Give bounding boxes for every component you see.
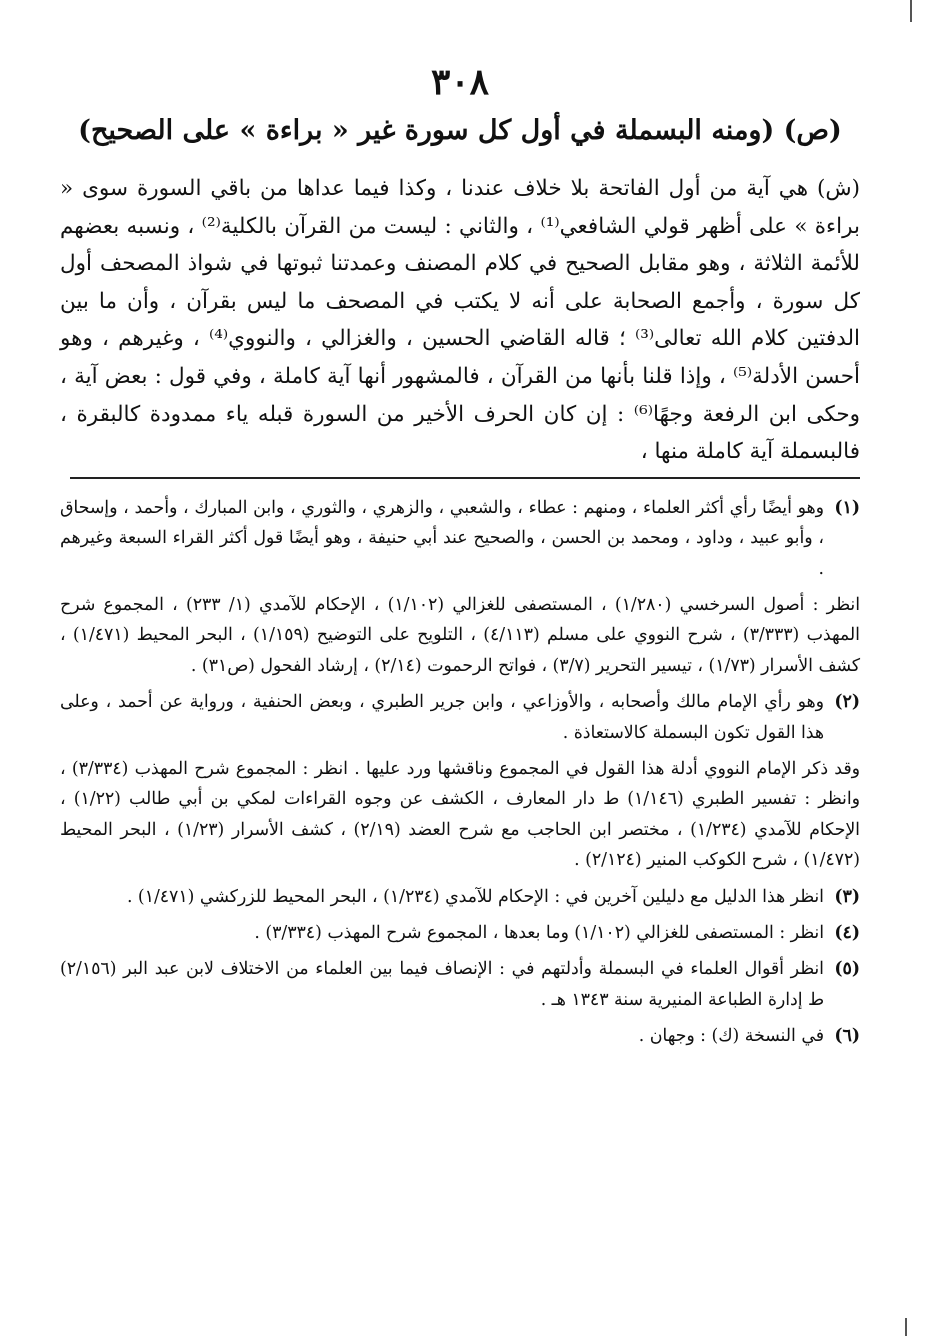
footnote-3 <box>60 882 860 912</box>
footnote-1 <box>60 493 860 584</box>
footnote-5 <box>60 954 860 1015</box>
footnote-number: (٥) <box>834 959 860 980</box>
footnote-number: (١) <box>834 497 860 518</box>
footnote-text: وهو رأي الإمام مالك وأصحابه ، والأوزاعي ، وابن جرير الطبري ، وبعض الحنفية ، ورواية عن أحمد ، وعلى هذا القول تكون البسملة كالاستعاذة . <box>60 692 824 743</box>
scan-speck <box>905 1318 907 1336</box>
footnote-separator <box>70 477 860 479</box>
footnote-text: وهو أيضًا رأي أكثر العلماء ، ومنهم : عطاء ، والشعبي ، والزهري ، والثوري ، وابن المبارك ، وأحمد ، وإسحاق ، وأبو عبيد ، وداود ، ومحمد بن الحسن ، والصحيح عند أبي حنيفة ، وهو أيضًا قول أكثر القراء السبعة وغيرهم . <box>60 497 824 579</box>
footnote-1-references: انظر : أصول السرخسي (١/٢٨٠) ، المستصفى للغزالي (١/١٠٢) ، الإحكام للآمدي (١/ ٢٣٣) ، المجموع شرح المهذب (٣/٣٣٣) ، شرح النووي على مسلم (٤/١١٣) ، التلويح على التوضيح (١/١٥٩) ، البحر المحيط (١/٤٧١) ، كشف الأسرار (١/٧٣) ، تيسير التحرير (٣/٧) ، فواتح الرحموت (٢/١٤) ، إرشاد الفحول (ص٣١) . <box>60 594 860 676</box>
footnote-text: في النسخة (ك) : وجهان . <box>638 1026 824 1047</box>
footnote-2 <box>60 687 860 748</box>
footnote-number: (٢) <box>834 692 860 713</box>
footnote-number: (٦) <box>834 1026 860 1047</box>
footnote-text: انظر هذا الدليل مع دليلين آخرين في : الإحكام للآمدي (١/٢٣٤) ، البحر المحيط للزركشي (١/٤٧١) . <box>126 886 824 907</box>
footnote-4 <box>60 918 860 948</box>
footnote-6 <box>60 1021 860 1051</box>
scan-speck <box>910 0 912 22</box>
footnote-text: انظر : المستصفى للغزالي (١/١٠٢) وما بعدها ، المجموع شرح المهذب (٣/٣٣٤) . <box>254 923 824 944</box>
page-number: ٣٠٨ <box>430 61 489 103</box>
footnote-text: انظر أقوال العلماء في البسملة وأدلتهم في : الإنصاف فيما بين العلماء من الاختلاف لابن عبد البر (٢/١٥٦) ط إدارة الطباعة المنيرية سنة ١٣٤٣ هـ . <box>60 959 824 1010</box>
main-text-body: (ش) هي آية من أول الفاتحة بلا خلاف عندنا ، وكذا فيما عداها من باقي السورة سوى « براءة » على أظهر قولي الشافعي⁽¹⁾ ، والثاني : ليست من القرآن بالكلية⁽²⁾ ، ونسبه بعضهم للأئمة الثلاثة ، وهو مقابل الصحيح في كلام المصنف وعمدتنا ثبوتها في شواذ المصحف أول كل سورة ، وأجمع الصحابة على أنه لا يكتب في المصحف ما ليس بقرآن ، وأن ما بين الدفتين كلام الله تعالى⁽³⁾ ؛ قاله القاضي الحسين ، والغزالي ، والنووي⁽⁴⁾ ، وغيرهم ، وهو أحسن الأدلة⁽⁵⁾ ، وإذا قلنا بأنها من القرآن ، فالمشهور أنها آية كاملة ، وفي قول : بعض آية ، وحكى ابن الرفعة وجهًا⁽⁶⁾ : إن كان الحرف الأخير من السورة قبله ياء ممدودة كالبقرة ، فالبسملة آية كاملة منها ، <box>60 176 861 465</box>
footnote-2-references: وقد ذكر الإمام النووي أدلة هذا القول في المجموع وناقشها ورد عليها . انظر : المجموع شرح المهذب (٣/٣٣٤) ، وانظر : تفسير الطبري (١/١٤٦) ط دار المعارف ، الكشف عن وجوه القراءات لمكي بن أبي طالب (١/٢٢) ، الإحكام للآمدي (١/٢٣٤) ، مختصر ابن الحاجب مع شرح العضد (٢/١٩) ، كشف الأسرار (١/٢٣) ، البحر المحيط (١/٤٧٢) ، شرح الكوكب المنير (٢/١٢٤) . <box>60 759 860 871</box>
footnote-number: (٣) <box>834 886 860 907</box>
section-heading: (ص) (ومنه البسملة في أول كل سورة غير « براءة » على الصحيح) <box>78 115 842 146</box>
book-page <box>60 40 860 1310</box>
footnotes <box>60 493 860 1052</box>
footnote-number: (٤) <box>834 923 860 944</box>
